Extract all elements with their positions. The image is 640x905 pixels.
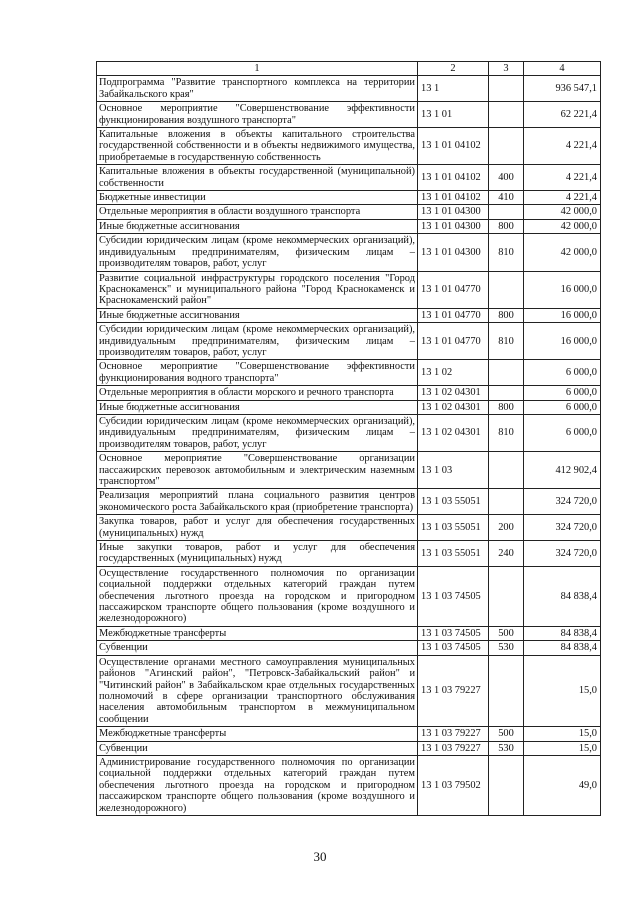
row-amount: 412 902,4 (524, 452, 601, 489)
row-amount: 15,0 (524, 727, 601, 741)
table-row (97, 541, 601, 567)
row-amount: 84 838,4 (524, 626, 601, 640)
row-name: Осуществление органами местного самоуправления муниципальных районов "Агинский район", "Петровск-Забайкальский район" и "Читинский район" в Забайкальском крае отдельных государственных полномочий в сфере организации транспортного обслуживания населения автомобильным транспортом в межмуниципальном сообщении (97, 655, 418, 726)
table-row (97, 234, 601, 271)
budget-table (96, 61, 601, 816)
table-row (97, 727, 601, 741)
row-name: Иные бюджетные ассигнования (97, 219, 418, 233)
row-name: Субвенции (97, 741, 418, 755)
document-page (96, 61, 600, 816)
row-name: Отдельные мероприятия в области воздушного транспорта (97, 205, 418, 219)
table-row (97, 191, 601, 205)
row-amount: 936 547,1 (524, 76, 601, 102)
table-row (97, 205, 601, 219)
row-name: Реализация мероприятий плана социального развития центров экономического роста Забайкальского края (приобретение транспорта) (97, 489, 418, 515)
header-col-2: 2 (418, 62, 489, 76)
row-code: 13 1 01 04102 (418, 128, 489, 165)
row-name: Основное мероприятие "Совершенствование эффективности функционирования водного транспорта" (97, 360, 418, 386)
row-expense-type: 400 (489, 165, 524, 191)
row-code: 13 1 02 (418, 360, 489, 386)
row-expense-type: 800 (489, 308, 524, 322)
row-name: Основное мероприятие "Совершенствование эффективности функционирования воздушного транспорта" (97, 102, 418, 128)
row-name: Закупка товаров, работ и услуг для обеспечения государственных (муниципальных) нужд (97, 515, 418, 541)
table-row (97, 414, 601, 451)
header-col-1: 1 (97, 62, 418, 76)
row-amount: 4 221,4 (524, 165, 601, 191)
row-code: 13 1 03 79227 (418, 727, 489, 741)
row-name: Осуществление государственного полномочия по организации социальной поддержки отдельных категорий граждан путем обеспечения льготного проезда на городском и пригородном пассажирском транспорте общего пользования (кроме воздушного и железнодорожного) (97, 566, 418, 626)
row-amount: 16 000,0 (524, 271, 601, 308)
table-row (97, 360, 601, 386)
table-row (97, 515, 601, 541)
row-expense-type: 410 (489, 191, 524, 205)
row-amount: 42 000,0 (524, 219, 601, 233)
row-code: 13 1 03 79502 (418, 755, 489, 815)
row-amount: 15,0 (524, 741, 601, 755)
table-row (97, 755, 601, 815)
row-expense-type (489, 755, 524, 815)
row-amount: 324 720,0 (524, 489, 601, 515)
row-expense-type (489, 205, 524, 219)
row-code: 13 1 03 74505 (418, 641, 489, 655)
row-name: Иные закупки товаров, работ и услуг для обеспечения государственных (муниципальных) нужд (97, 541, 418, 567)
row-expense-type (489, 360, 524, 386)
table-row (97, 741, 601, 755)
row-code: 13 1 01 04770 (418, 271, 489, 308)
row-name: Капитальные вложения в объекты капитального строительства государственной собственности и в объекты недвижимого имущества, приобретаемые в государственную собственность (97, 128, 418, 165)
row-amount: 6 000,0 (524, 386, 601, 400)
row-expense-type (489, 76, 524, 102)
row-expense-type (489, 655, 524, 726)
row-amount: 15,0 (524, 655, 601, 726)
table-row (97, 641, 601, 655)
row-name: Отдельные мероприятия в области морского и речного транспорта (97, 386, 418, 400)
row-name: Межбюджетные трансферты (97, 626, 418, 640)
row-code: 13 1 03 (418, 452, 489, 489)
table-row (97, 128, 601, 165)
row-code: 13 1 01 04102 (418, 191, 489, 205)
row-code: 13 1 03 55051 (418, 489, 489, 515)
row-name: Иные бюджетные ассигнования (97, 308, 418, 322)
table-row (97, 626, 601, 640)
row-code: 13 1 01 04770 (418, 323, 489, 360)
row-code: 13 1 01 (418, 102, 489, 128)
table-row (97, 308, 601, 322)
page-number: 30 (313, 849, 327, 864)
row-expense-type: 800 (489, 219, 524, 233)
header-col-3: 3 (489, 62, 524, 76)
row-amount: 4 221,4 (524, 128, 601, 165)
row-name: Субвенции (97, 641, 418, 655)
row-amount: 6 000,0 (524, 400, 601, 414)
row-code: 13 1 02 04301 (418, 386, 489, 400)
row-expense-type (489, 271, 524, 308)
table-row (97, 655, 601, 726)
table-row (97, 400, 601, 414)
row-name: Основное мероприятие "Совершенствование организации пассажирских перевозок автомобильным и электрическим наземным транспортом" (97, 452, 418, 489)
row-expense-type: 530 (489, 641, 524, 655)
row-name: Капитальные вложения в объекты государственной (муниципальной) собственности (97, 165, 418, 191)
table-row (97, 386, 601, 400)
row-name: Межбюджетные трансферты (97, 727, 418, 741)
row-amount: 42 000,0 (524, 205, 601, 219)
table-body (97, 76, 601, 816)
table-row (97, 452, 601, 489)
table-row (97, 323, 601, 360)
row-amount: 42 000,0 (524, 234, 601, 271)
row-expense-type: 200 (489, 515, 524, 541)
row-amount: 324 720,0 (524, 515, 601, 541)
row-expense-type: 800 (489, 400, 524, 414)
row-expense-type: 530 (489, 741, 524, 755)
row-expense-type: 810 (489, 414, 524, 451)
table-row (97, 271, 601, 308)
header-col-4: 4 (524, 62, 601, 76)
row-code: 13 1 02 04301 (418, 414, 489, 451)
row-amount: 62 221,4 (524, 102, 601, 128)
row-amount: 4 221,4 (524, 191, 601, 205)
table-row (97, 76, 601, 102)
row-code: 13 1 03 74505 (418, 566, 489, 626)
row-code: 13 1 (418, 76, 489, 102)
row-name: Бюджетные инвестиции (97, 191, 418, 205)
row-expense-type: 500 (489, 727, 524, 741)
row-code: 13 1 03 79227 (418, 741, 489, 755)
row-name: Субсидии юридическим лицам (кроме некоммерческих организаций), индивидуальным предпринимателям, физическим лицам – производителям товаров, работ, услуг (97, 414, 418, 451)
table-row (97, 165, 601, 191)
table-row (97, 102, 601, 128)
row-expense-type: 810 (489, 323, 524, 360)
row-name: Подпрограмма "Развитие транспортного комплекса на территории Забайкальского края" (97, 76, 418, 102)
row-name: Субсидии юридическим лицам (кроме некоммерческих организаций), индивидуальным предпринимателям, физическим лицам – производителям товаров, работ, услуг (97, 234, 418, 271)
row-amount: 16 000,0 (524, 323, 601, 360)
row-expense-type (489, 128, 524, 165)
row-amount: 6 000,0 (524, 414, 601, 451)
row-name: Развитие социальной инфраструктуры городского поселения "Город Краснокаменск" и муниципального района "Город Краснокаменск и Краснокаменский район" (97, 271, 418, 308)
row-code: 13 1 01 04300 (418, 205, 489, 219)
row-amount: 84 838,4 (524, 566, 601, 626)
row-name: Иные бюджетные ассигнования (97, 400, 418, 414)
row-expense-type: 240 (489, 541, 524, 567)
row-amount: 16 000,0 (524, 308, 601, 322)
row-code: 13 1 03 79227 (418, 655, 489, 726)
row-code: 13 1 02 04301 (418, 400, 489, 414)
row-amount: 324 720,0 (524, 541, 601, 567)
row-code: 13 1 01 04102 (418, 165, 489, 191)
row-expense-type: 810 (489, 234, 524, 271)
row-code: 13 1 01 04300 (418, 219, 489, 233)
row-code: 13 1 03 55051 (418, 515, 489, 541)
row-code: 13 1 01 04770 (418, 308, 489, 322)
row-expense-type (489, 102, 524, 128)
table-header-row (97, 62, 601, 76)
row-expense-type (489, 489, 524, 515)
row-name: Администрирование государственного полномочия по организации социальной поддержки отдельных категорий граждан путем обеспечения льготного проезда на городском и пригородном пассажирском транспорте общего пользования (кроме воздушного и железнодорожного) (97, 755, 418, 815)
row-expense-type: 500 (489, 626, 524, 640)
row-amount: 49,0 (524, 755, 601, 815)
row-expense-type (489, 386, 524, 400)
row-expense-type (489, 566, 524, 626)
table-row (97, 219, 601, 233)
row-code: 13 1 03 55051 (418, 541, 489, 567)
row-code: 13 1 03 74505 (418, 626, 489, 640)
row-expense-type (489, 452, 524, 489)
row-code: 13 1 01 04300 (418, 234, 489, 271)
row-name: Субсидии юридическим лицам (кроме некоммерческих организаций), индивидуальным предпринимателям, физическим лицам – производителям товаров, работ, услуг (97, 323, 418, 360)
row-amount: 84 838,4 (524, 641, 601, 655)
table-row (97, 566, 601, 626)
row-amount: 6 000,0 (524, 360, 601, 386)
table-row (97, 489, 601, 515)
